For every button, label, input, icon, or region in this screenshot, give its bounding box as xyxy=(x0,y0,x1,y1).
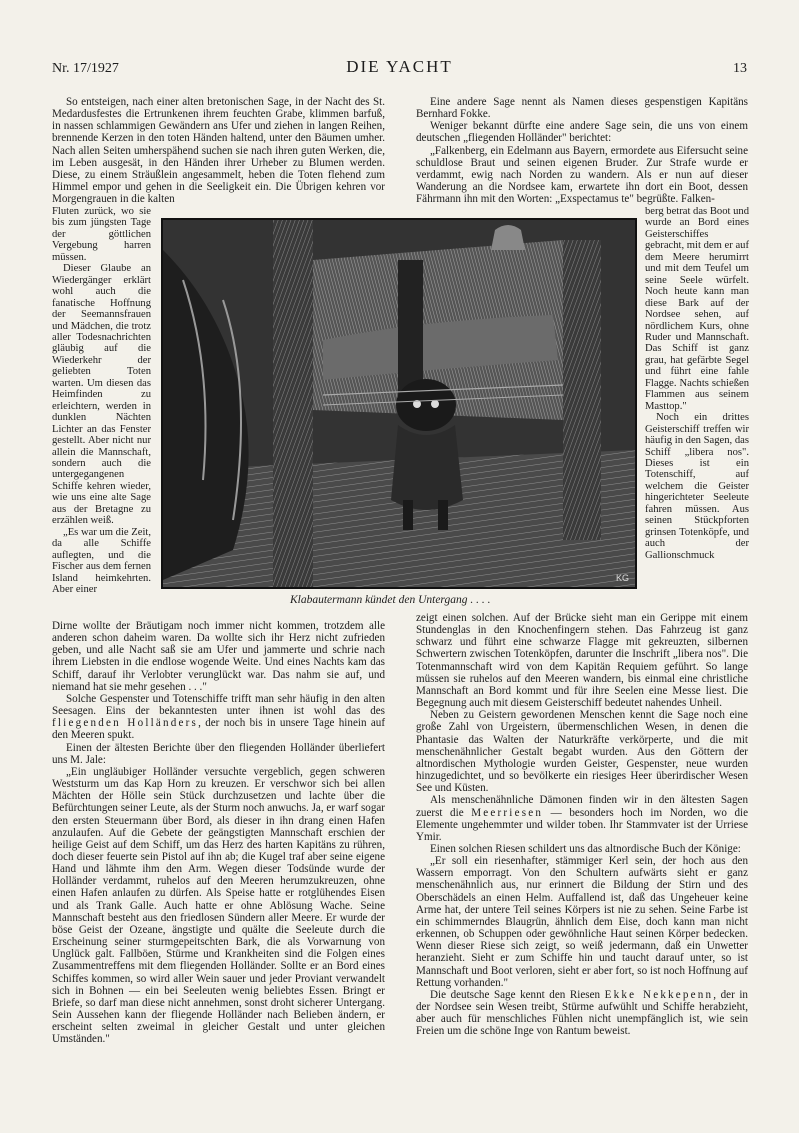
illustration-klabautermann xyxy=(161,218,637,589)
woodcut-illustration xyxy=(163,220,635,587)
paragraph: Noch ein drittes Geisterschiff treffen wir häufig in den Sagen, das Schiff „libera nos". Dieses ist ein Totenschiff, auf welchem die Geister hingerichteter Seeleute fahren müssen. Aus seinen Stückpforten grinsen Totenköpfe, und auch der Gallionschmuck xyxy=(645,412,749,561)
figure-caption: Klabautermann kündet den Untergang . . . . xyxy=(290,594,491,606)
right-bottom-text xyxy=(416,612,748,1037)
paragraph: Weniger bekannt dürfte eine andere Sage sein, die uns von einem deutschen „fliegenden Holländer" berichtet: xyxy=(416,120,748,145)
paragraph: So entsteigen, nach einer alten bretonischen Sage, in der Nacht des St. Medardusfestes die Ertrunkenen ihrem feuchten Grabe, klimmen barfuß, in nassen schlammigen Gewändern ans Ufer und ziehen in langen Reihen, brennende Kerzen in den toten Händen haltend, unter den Bäumen umher. Nach allen Seiten umherspähend suchen sie nach ihren guten Werken, die, im Leben ausgesät, in den Händen ihrer Urheber zu Blumen werden. Diese, zu einem Sträußlein angesammelt, heben die Toten flehend zum Himmel empor und gehen in die Seeligkeit ein. Die Übrigen kehren vor Morgengrauen in die kalten xyxy=(52,96,385,206)
paragraph xyxy=(416,794,748,843)
right-top-text xyxy=(416,96,748,205)
paragraph: „Falkenberg, ein Edelmann aus Bayern, ermordete aus Eifersucht seine schuldlose Braut und seinen eigenen Bruder. Zur Strafe wurde er verdammt, ewig nach Norden zu wandern. Als er nun auf dieser Wanderung an die Nordsee kam, erwartete ihn dort ein Boot, dessen Fährmann ihn mit den Worten: „Exspectamus te" begrüßte. Falken- xyxy=(416,144,748,206)
left-top-text xyxy=(52,96,385,205)
text-span: Die deutsche Sage kennt den Riesen xyxy=(430,988,601,1001)
paragraph: „Es war um die Zeit, da alle Schiffe auflegten, und die Fischer aus dem fernen Island heimkehrten. Aber einer xyxy=(52,526,151,595)
text-span: , der noch bis in unsere Tage hinein auf den Meeren spukt. xyxy=(52,717,386,742)
left-bottom-text xyxy=(52,620,385,1045)
paragraph: Dirne wollte der Bräutigam noch immer nicht kommen, trotzdem alle anderen schon daheim waren. Da wollte sich ihr Herz nicht zufrieden geben, und alle Nacht saß sie am Ufer und jammerte und schrie nach ihrem Liebsten in die endlose wogende Weite. Und eines Nachts kam das Schiff, darauf ihr Verlobter verunglückt war. Das nahm sie auf, und niemand hat sie mehr gesehen . . ." xyxy=(52,620,385,693)
paragraph: Einen solchen Riesen schildert uns das altnordische Buch der Könige: xyxy=(430,842,741,855)
paragraph: „Er soll ein riesenhafter, stämmiger Kerl sein, der hoch aus den Wassern emporragt. Von den Schultern aufwärts sieht er ganz menschenähnlich aus, nur erinnert die Bildung der Stirn und des Oberschädels an einen Helm. Auffallend ist, daß das Ungeheuer keine Arme hat, der untere Teil seines Körpers ist nie zu sehen. Seine Farbe ist ein schimmerndes Blaugrün, ähnlich dem Eise, doch kann man nicht erkennen, ob Schuppen oder gewöhnliche Haut seinen Körper bedecken. Wenn dieser Riese sich zeigt, so weiß jedermann, daß ein Unwetter heranzieht. Sieht er zum Schiffe hin und taucht darauf unter, so ist Mannschaft und Boot verloren, sieht er aber fort, so ist noch Hoffnung auf Rettung vorhanden." xyxy=(416,855,748,989)
paragraph xyxy=(52,693,385,742)
paragraph: Einen der ältesten Berichte über den fliegenden Holländer überliefert uns M. Jale: xyxy=(52,741,385,766)
right-narrow-text xyxy=(645,206,749,561)
text-span: , der in der Nordsee sein Wesen treibt, Stürme aufwühlt und Schiffe herabzieht, aber auch für menschliches Fühlen nicht unempfänglich ist, wie sein Freien um die schöne Inge von Rantum beweist. xyxy=(416,988,748,1038)
paragraph: Eine andere Sage nennt als Namen dieses gespenstigen Kapitäns Bernhard Fokke. xyxy=(416,96,748,121)
left-narrow-text xyxy=(52,206,151,595)
paragraph: Dieser Glaube an Wiedergänger erklärt wohl auch die fanatische Hoffnung der Seemannsfrauen und Mädchen, die trotz aller Todesnachrichten gläubig auf die Wiederkehr der geliebten Toten warten. Um diesen das Heimfinden zu erleichtern, werden in dunklen Nächten Lichter an das Fenster gestellt. Aber nicht nur allein die Mannschaft, sondern auch die untergegangenen Schiffe kehren wieder, wie uns eine alte Sage aus der Bretagne zu erzählen weiß. xyxy=(52,263,151,527)
paragraph: berg betrat das Boot und wurde an Bord eines Geisterschiffes gebracht, mit dem er auf dem Meere herumirrt und mit dem Teufel um seine Seele würfelt. Noch heute kann man diese Bark auf der Nordsee sehen, auf nördlichem Kurs, ohne Ruder und Mannschaft. Das Schiff ist ganz grau, hat gefärbte Segel und führt eine fahle Flagge. Nachts schießen Flammen aus seinem Masttop." xyxy=(645,206,749,412)
artist-monogram: KG xyxy=(615,573,629,583)
paragraph: „Ein ungläubiger Holländer versuchte vergeblich, gegen schweren Weststurm um das Kap Horn zu kreuzen. Er verschwor sich bei allen Mächten der Hölle sein Stück durchzusetzen und lachte über die Befürchtungen seiner Leute, als der Sturm noch anwuchs. Ja, er warf sogar den ersten Steuermann über Bord, als dieser in ihn drang einen Hafen anzulaufen. Auf die Gebete der geängstigten Mannschaft erschien der heilige Geist auf dem Schiff, um das Herz des harten Kapitäns zu rühren, doch dieser feuerte sein Pistol auf ihn ab; die Kugel traf aber seine eigene Hand und lähmte ihm den Arm. Wegen dieser Todsünde wurde der Holländer verdammt, ruhelos auf den Meeren herumzukreuzen, ohne einen Hafen anlaufen zu dürfen. Als Speise hatte er rotglühendes Eisen und als Trank Galle. Auch hatte er ohne Ablösung Wache. Seine Mannschaft besteht aus den friedlosen Sündern aller Meere. Er wurde der böse Geist der Ozeane, ängstigte und quälte die Seeleute durch die Erscheinung seiner sturmgepeitschten Bark, die als Vorwarnung von Unglück galt. Fallböen, Stürme und Krankheiten sind die Folgen eines Zusammentreffens mit dem fliegenden Holländer. Sollte er an Bord eines Schiffes kommen, so wird aller Wein sauer und jeder Proviant verwandelt sich in Bohnen — ein bei Seeleuten wenig beliebtes Essen. Bringt er Briefe, so darf man diese nicht annehmen, sonst droht sicherer Untergang. Sein Aussehen kann der fliegende Holländer nach Belieben ändern, er erscheint selten zweimal in gleicher Gestalt und unter gleichen Umständen." xyxy=(52,765,385,1046)
paragraph: zeigt einen solchen. Auf der Brücke sieht man ein Gerippe mit einem Stundenglas in den Knochenfingern stehen. Das Fahrzeug ist ganz schwarz und führt eine schwarze Flagge mit gekreuzten, silbernen Schwertern zwischen Totenköpfen, darunter die Inschrift „libera nos". Die Totenmannschaft wird von dem Kapitän Requiem geführt. So lange müssen sie ruhelos auf den Meeren wandern, bis einmal eine christliche Mannschaft an Bord kommt und für ihre Seelen eine Messe liest. Die Begegnung auch mit diesem Geisterschiff bedeutet nahendes Unheil. xyxy=(416,612,748,710)
magazine-title: DIE YACHT xyxy=(346,57,453,76)
spaced-term: Meerriesen xyxy=(471,806,544,819)
text-span: Solche Gespenster und Totenschiffe trifft man sehr häufig in den alten Seesagen. Eins der bekanntesten unter ihnen ist wohl das des xyxy=(52,692,385,718)
page-number: 13 xyxy=(733,61,747,76)
text-span: Als menschenähnliche Dämonen finden wir in den ältesten Sagen zuerst die xyxy=(416,794,748,819)
text-span: — besonders hoch im Norden, wo die Elemente ungehemmter und wilder toben. Ihr Stammvater ist der Urriese Ymir. xyxy=(416,806,748,843)
paragraph xyxy=(416,989,748,1038)
issue-number: Nr. 17/1927 xyxy=(52,61,119,76)
paragraph: Fluten zurück, wo sie bis zum jüngsten Tage der göttlichen Vergebung harren müssen. xyxy=(52,206,151,263)
spaced-term: fliegenden Holländers xyxy=(52,717,199,730)
paragraph: Neben zu Geistern gewordenen Menschen kennt die Sage noch eine große Zahl von Urgeistern, übermenschlichen Wesen, in denen die Phantasie das Walten der Naturkräfte verkörperte, und die mit menschenähnlicher Gestalt begabt wurden. Aus den Göttern der altnordischen Mythologie wurden Geister, Gespenster, neue wurden hinzugedichtet, und so bevölkerte ein riesiges Heer überirdischer Wesen See und Küsten. xyxy=(416,709,748,795)
spaced-term: Ekke Nekkepenn xyxy=(604,988,714,1001)
